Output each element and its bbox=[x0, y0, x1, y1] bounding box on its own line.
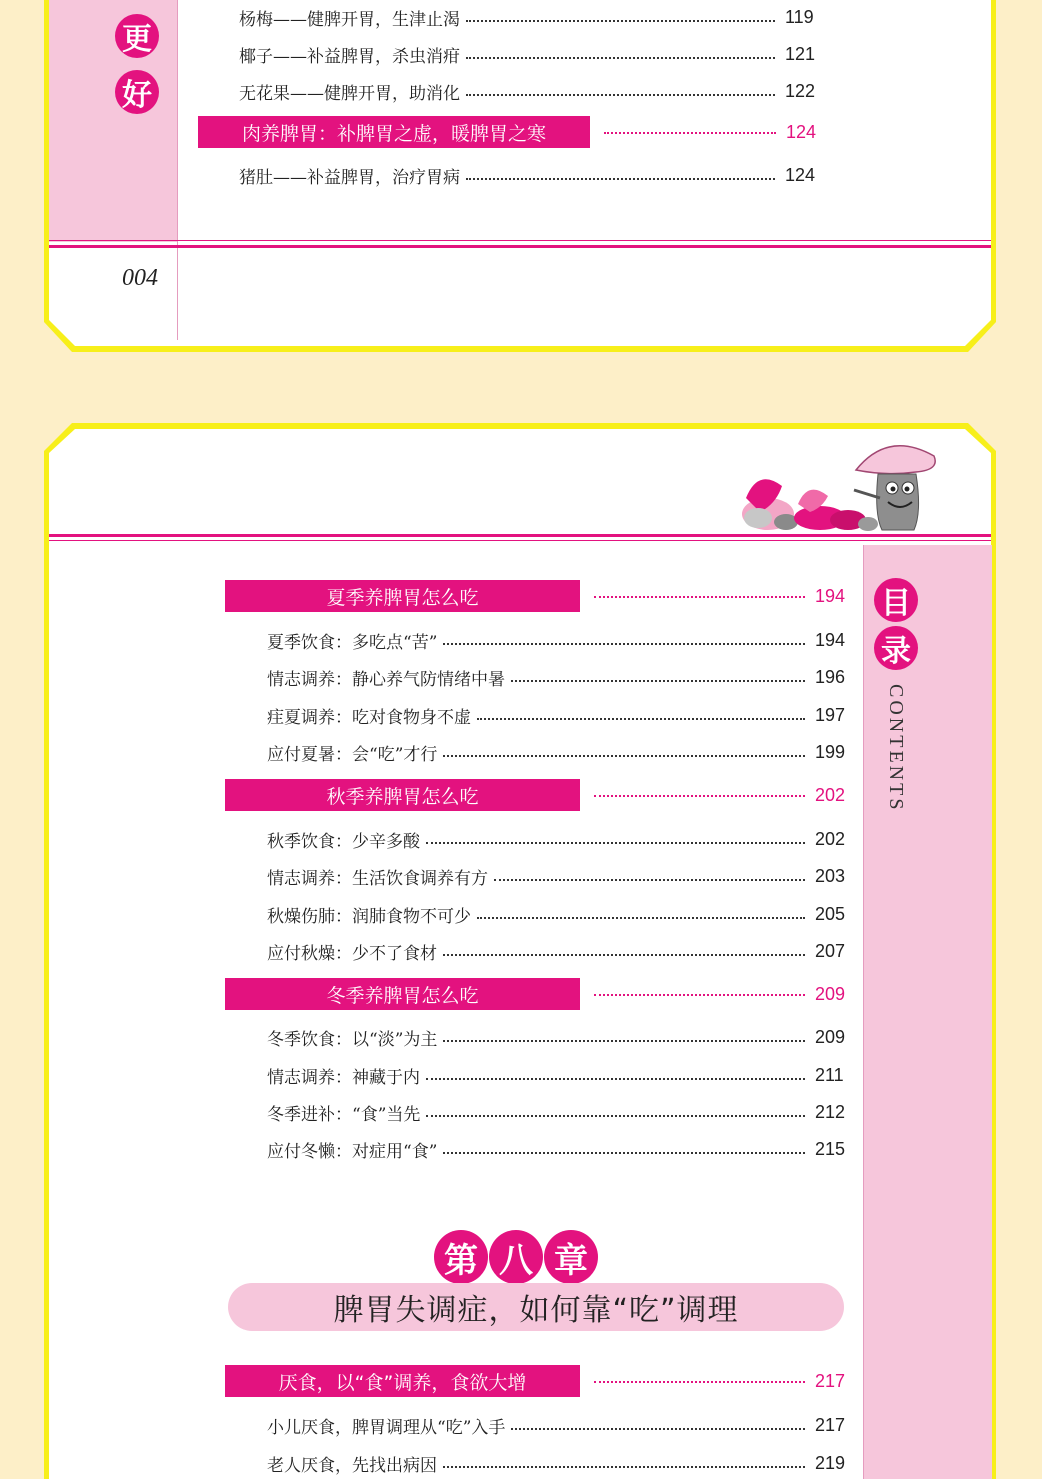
toc-entry-title: 杨梅——健脾开胃，生津止渴 bbox=[239, 10, 460, 30]
toc-entry-title: 应付夏暑：会“吃”才行 bbox=[267, 745, 438, 765]
section-title: 厌食，以“食”调养，食欲大增 bbox=[225, 1365, 580, 1397]
toc-entry-title: 猪肚——补益脾胃，治疗胃病 bbox=[239, 168, 460, 188]
toc-entry[interactable] bbox=[267, 864, 849, 889]
toc-entry-page: 194 bbox=[815, 630, 846, 650]
toc-entry[interactable] bbox=[239, 163, 819, 188]
toc-entry-title: 秋燥伤肺：润肺食物不可少 bbox=[267, 907, 471, 927]
toc-section-heading[interactable] bbox=[198, 116, 820, 148]
toc-entry-page: 215 bbox=[815, 1139, 846, 1159]
toc-section-heading[interactable] bbox=[225, 1365, 849, 1397]
leader-dots bbox=[466, 94, 775, 96]
bottom-divider bbox=[49, 534, 991, 537]
section-title: 秋季养脾胃怎么吃 bbox=[225, 779, 580, 811]
toc-entry[interactable] bbox=[267, 628, 849, 653]
toc-entry[interactable] bbox=[267, 939, 849, 964]
bottom-sidebar-panel bbox=[863, 545, 992, 1479]
toc-entry[interactable] bbox=[267, 1100, 849, 1125]
toc-entry-title: 情志调养：静心养气防情绪中暑 bbox=[267, 670, 505, 690]
section-page: 217 bbox=[815, 1370, 846, 1391]
leader-dots bbox=[511, 680, 805, 682]
top-divider-thin bbox=[49, 240, 991, 241]
toc-entry-page: 121 bbox=[785, 44, 816, 64]
sidebar-char-circle: 好 bbox=[115, 70, 159, 114]
toc-entry-title: 无花果——健脾开胃，助消化 bbox=[239, 84, 460, 104]
leader-dots bbox=[594, 1381, 805, 1383]
section-page: 202 bbox=[815, 784, 846, 805]
toc-entry-page: 122 bbox=[785, 81, 816, 101]
toc-entry-page: 212 bbox=[815, 1102, 846, 1122]
top-sidebar-line bbox=[177, 242, 178, 340]
section-title: 冬季养脾胃怎么吃 bbox=[225, 978, 580, 1010]
toc-entry[interactable] bbox=[267, 1063, 849, 1088]
toc-entry-title: 冬季饮食：以“淡”为主 bbox=[267, 1030, 438, 1050]
top-page-card bbox=[0, 0, 1042, 360]
toc-entry-title: 椰子——补益脾胃，杀虫消疳 bbox=[239, 47, 460, 67]
toc-entry-title: 秋季饮食：少辛多酸 bbox=[267, 832, 420, 852]
toc-entry[interactable] bbox=[239, 42, 819, 67]
section-title: 夏季养脾胃怎么吃 bbox=[225, 580, 580, 612]
leader-dots bbox=[494, 879, 805, 881]
section-page: 209 bbox=[815, 983, 846, 1004]
bottom-divider-thin bbox=[49, 540, 991, 541]
toc-entry-page: 205 bbox=[815, 904, 846, 924]
leader-dots bbox=[466, 57, 775, 59]
toc-entry-title: 冬季进补：“食”当先 bbox=[267, 1105, 421, 1125]
toc-entry-title: 情志调养：神藏于内 bbox=[267, 1068, 420, 1088]
leader-dots bbox=[426, 1078, 805, 1080]
sidebar-char-circle: 更 bbox=[115, 14, 159, 58]
toc-section-heading[interactable] bbox=[225, 779, 849, 811]
toc-entry-title: 老人厌食，先找出病因 bbox=[267, 1456, 437, 1476]
toc-entry-title: 应付秋燥：少不了食材 bbox=[267, 944, 437, 964]
toc-entry[interactable] bbox=[267, 665, 849, 690]
chapter-title[interactable]: 脾胃失调症，如何靠“吃”调理 bbox=[228, 1283, 844, 1331]
leader-dots bbox=[426, 842, 805, 844]
toc-entry[interactable] bbox=[267, 1413, 849, 1438]
toc-entry[interactable] bbox=[267, 1137, 849, 1162]
toc-entry-page: 124 bbox=[785, 165, 816, 185]
chapter-char-circle: 第 bbox=[434, 1230, 488, 1284]
leader-dots bbox=[443, 1040, 805, 1042]
toc-entry[interactable] bbox=[267, 1025, 849, 1050]
toc-section-heading[interactable] bbox=[225, 580, 849, 612]
sidebar-char-circle: 录 bbox=[874, 626, 918, 670]
toc-entry-title: 应付冬懒：对症用“食” bbox=[267, 1142, 438, 1162]
mushroom-mascot-illustration bbox=[728, 428, 948, 536]
leader-dots bbox=[477, 917, 805, 919]
toc-entry[interactable] bbox=[267, 740, 849, 765]
leader-dots bbox=[594, 795, 805, 797]
toc-entry-page: 219 bbox=[815, 1453, 846, 1473]
leader-dots bbox=[604, 132, 776, 134]
toc-entry-title: 小儿厌食，脾胃调理从“吃”入手 bbox=[267, 1418, 506, 1438]
toc-entry-page: 199 bbox=[815, 742, 846, 762]
leader-dots bbox=[443, 755, 805, 757]
leader-dots bbox=[443, 1152, 805, 1154]
toc-entry-title: 疰夏调养：吃对食物身不虚 bbox=[267, 708, 471, 728]
toc-entry-page: 197 bbox=[815, 705, 846, 725]
toc-entry-page: 196 bbox=[815, 667, 846, 687]
leader-dots bbox=[426, 1115, 805, 1117]
toc-entry-title: 夏季饮食：多吃点“苦” bbox=[267, 633, 438, 653]
leader-dots bbox=[466, 178, 775, 180]
toc-entry[interactable] bbox=[239, 79, 819, 104]
toc-entry[interactable] bbox=[239, 5, 819, 30]
chapter-char-circle: 章 bbox=[544, 1230, 598, 1284]
section-page: 124 bbox=[786, 121, 817, 142]
toc-entry-page: 211 bbox=[815, 1065, 844, 1085]
leader-dots bbox=[443, 643, 805, 645]
toc-entry-page: 119 bbox=[785, 7, 814, 27]
toc-entry-page: 202 bbox=[815, 829, 846, 849]
leader-dots bbox=[443, 954, 805, 956]
top-divider bbox=[49, 245, 991, 248]
toc-entry-page: 209 bbox=[815, 1027, 846, 1047]
section-page: 194 bbox=[815, 585, 846, 606]
toc-entry-page: 217 bbox=[815, 1415, 846, 1435]
leader-dots bbox=[443, 1466, 805, 1468]
toc-entry-title: 情志调养：生活饮食调养有方 bbox=[267, 869, 488, 889]
leader-dots bbox=[511, 1428, 805, 1430]
contents-label: CONTENTS bbox=[885, 684, 907, 813]
chapter-char-circle: 八 bbox=[489, 1230, 543, 1284]
sidebar-char-circle: 目 bbox=[874, 578, 918, 622]
toc-entry-page: 207 bbox=[815, 941, 846, 961]
leader-dots bbox=[477, 718, 805, 720]
leader-dots bbox=[466, 20, 775, 22]
toc-section-heading[interactable] bbox=[225, 978, 849, 1010]
leader-dots bbox=[594, 596, 805, 598]
leader-dots bbox=[594, 994, 805, 996]
toc-entry[interactable] bbox=[267, 703, 849, 728]
section-title: 肉养脾胃：补脾胃之虚，暖脾胃之寒 bbox=[198, 116, 590, 148]
toc-entry[interactable] bbox=[267, 902, 849, 927]
toc-entry[interactable] bbox=[267, 827, 849, 852]
toc-entry[interactable] bbox=[267, 1451, 849, 1476]
toc-entry-page: 203 bbox=[815, 866, 846, 886]
page-number: 004 bbox=[122, 265, 158, 291]
